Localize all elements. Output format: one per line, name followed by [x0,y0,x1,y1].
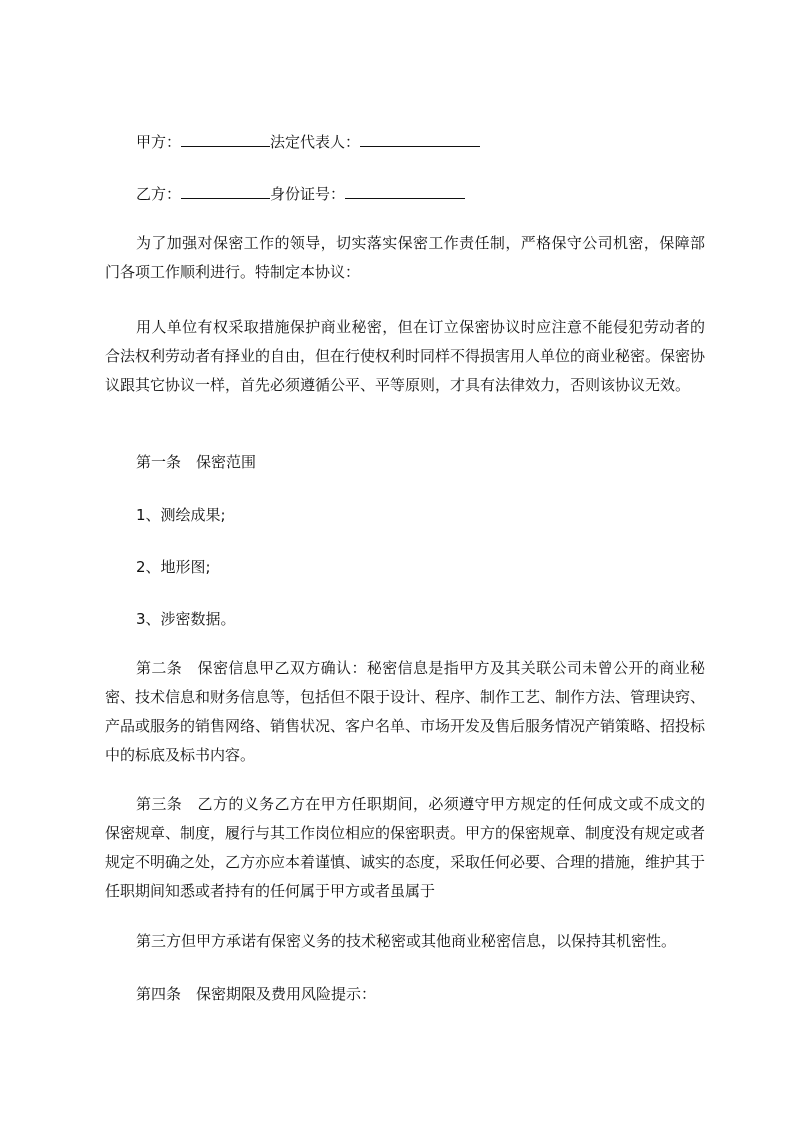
article-2-paragraph: 第二条 保密信息甲乙双方确认：秘密信息是指甲方及其关联公司未曾公开的商业秘密、技术信息和财务信息等，包括但不限于设计、程序、制作工艺、制作方法、管理诀窍、产品或服务的销售网络、销售状况、客户名单、市场开发及售后服务情况产销策略、招投标中的标底及标书内容。 [105,659,706,764]
article-1-item-2: 2、地形图; [136,558,211,576]
id-number-label: 身份证号： [270,185,346,203]
article-1-item-3: 3、涉密数据。 [136,610,236,628]
party-b-label: 乙方： [136,185,182,203]
party-b-blank [181,184,270,199]
intro-paragraph-1: 为了加强对保密工作的领导，切实落实保密工作责任制，严格保守公司机密，保障部门各项工作顺利进行。特制定本协议： [105,234,705,281]
party-b-line [136,184,465,204]
article-1-heading: 第一条 保密范围 [136,453,257,471]
article-3-paragraph: 第三条 乙方的义务乙方在甲方任职期间，必须遵守甲方规定的任何成文或不成文的保密规章、制度，履行与其工作岗位相应的保密职责。甲方的保密规章、制度没有规定或者规定不明确之处，乙方亦应本着谨慎、诚实的态度，采取任何必要、合理的措施，维护其于任职期间知悉或者持有的任何属于甲方或者虽属于 [105,795,706,900]
article-4-heading: 第四条 保密期限及费用风险提示： [136,985,377,1003]
intro-paragraph-2: 用人单位有权采取措施保护商业秘密，但在订立保密协议时应注意不能侵犯劳动者的合法权利劳动者有择业的自由，但在行使权利时同样不得损害用人单位的商业秘密。保密协议跟其它协议一样，首先必须遵循公平、平等原则，才具有法律效力，否则该协议无效。 [105,318,706,394]
legal-rep-blank [360,132,480,147]
party-a-line [136,132,480,152]
party-a-label: 甲方： [136,133,182,151]
id-number-blank [345,184,465,199]
article-3-continuation: 第三方但甲方承诺有保密义务的技术秘密或其他商业秘密信息，以保持其机密性。 [136,932,677,950]
party-a-blank [181,132,270,147]
legal-rep-label: 法定代表人： [270,133,361,151]
article-1-item-1: 1、测绘成果; [136,506,226,524]
